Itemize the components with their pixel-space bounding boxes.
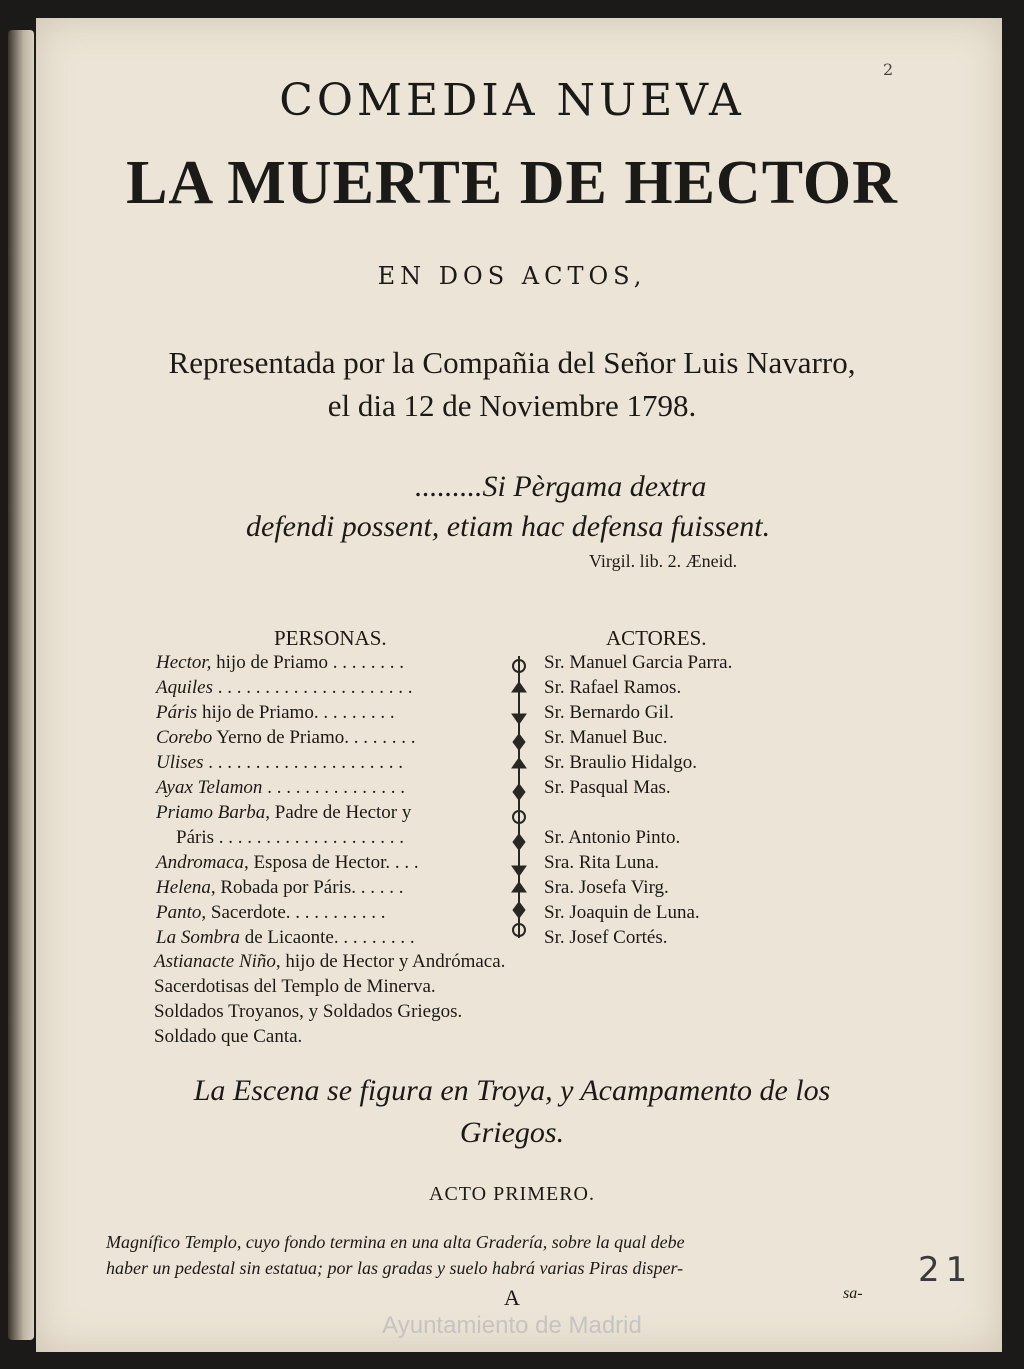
- cast-actor: Sra. Josefa Virg.: [544, 877, 669, 898]
- scene-line-1: La Escena se figura en Troya, y Acampamento de los: [193, 1074, 831, 1107]
- cast-actor: Sr. Braulio Hidalgo.: [544, 752, 698, 773]
- epigraph-line-2: defendi possent, etiam hac defensa fuissent.: [246, 510, 771, 543]
- cast-role: Priamo Barba, Padre de Hector y: [156, 802, 412, 823]
- representation-line-1: Representada por la Compañia del Señor Luis Navarro,: [168, 345, 856, 380]
- title-en-dos-actos: EN DOS ACTOS,: [377, 262, 647, 290]
- epigraph-line-1: .........Si Pèrgama dextra: [415, 470, 707, 503]
- cast-actor: Sr. Manuel Buc.: [544, 727, 668, 748]
- cast-actor: Sr. Manuel Garcia Parra.: [544, 652, 733, 673]
- epigraph-citation: Virgil. lib. 2. Æneid.: [589, 551, 738, 571]
- cast-role: Ayax Telamon . . . . . . . . . . . . . . .: [156, 777, 405, 798]
- cast-role: Andromaca, Esposa de Hector. . . .: [156, 852, 419, 873]
- cast-role: La Sombra de Licaonte. . . . . . . . .: [156, 927, 415, 948]
- act-heading: ACTO PRIMERO.: [429, 1183, 595, 1205]
- page-number: 2: [883, 60, 894, 79]
- watermark: Ayuntamiento de Madrid: [382, 1312, 642, 1339]
- cast-role: Helena, Robada por Páris. . . . . .: [156, 877, 404, 898]
- extra-character: Soldados Troyanos, y Soldados Griegos.: [154, 1001, 463, 1022]
- cast-actor: Sr. Antonio Pinto.: [544, 827, 681, 848]
- cast-role: Páris . . . . . . . . . . . . . . . . . . . .: [176, 827, 404, 848]
- catchword: sa-: [843, 1285, 863, 1302]
- cast-role: Panto, Sacerdote. . . . . . . . . . .: [156, 902, 386, 923]
- ornamental-divider: [508, 652, 530, 942]
- cast-actor: Sr. Bernardo Gil.: [544, 702, 674, 723]
- personas-header: PERSONAS.: [274, 626, 387, 650]
- title-la-muerte-de-hector: LA MUERTE DE HECTOR: [126, 149, 898, 217]
- signature-mark: A: [504, 1285, 520, 1310]
- extra-character: Astianacte Niño, hijo de Hector y Andrómaca.: [154, 951, 506, 972]
- cast-actor: Sr. Joaquin de Luna.: [544, 902, 700, 923]
- stage-direction-line-2: haber un pedestal sin estatua; por las gradas y suelo habrá varias Piras disper-: [106, 1258, 684, 1278]
- stage-direction-line-1: Magnífico Templo, cuyo fondo termina en una alta Gradería, sobre la qual debe: [106, 1232, 685, 1252]
- actores-header: ACTORES.: [606, 626, 707, 650]
- cast-role: Corebo Yerno de Priamo. . . . . . . .: [156, 727, 416, 748]
- cast-actor: Sr. Pasqual Mas.: [544, 777, 671, 798]
- cast-actor: Sr. Josef Cortés.: [544, 927, 668, 948]
- cast-role: Páris hijo de Priamo. . . . . . . . .: [156, 702, 395, 723]
- handwritten-number: 21: [918, 1250, 974, 1290]
- cast-role: Hector, hijo de Priamo . . . . . . . .: [156, 652, 405, 673]
- cast-actor: Sra. Rita Luna.: [544, 852, 660, 873]
- cast-actor: Sr. Rafael Ramos.: [544, 677, 682, 698]
- representation-line-2: el dia 12 de Noviembre 1798.: [327, 388, 697, 423]
- extra-character: Sacerdotisas del Templo de Minerva.: [154, 976, 436, 997]
- cast-role: Aquiles . . . . . . . . . . . . . . . . . . . . .: [156, 677, 413, 698]
- scene-line-2: Griegos.: [459, 1116, 565, 1149]
- extra-character: Soldado que Canta.: [154, 1026, 303, 1047]
- cast-role: Ulises . . . . . . . . . . . . . . . . . . . . .: [156, 752, 403, 773]
- title-comedia-nueva: COMEDIA NUEVA: [279, 75, 745, 126]
